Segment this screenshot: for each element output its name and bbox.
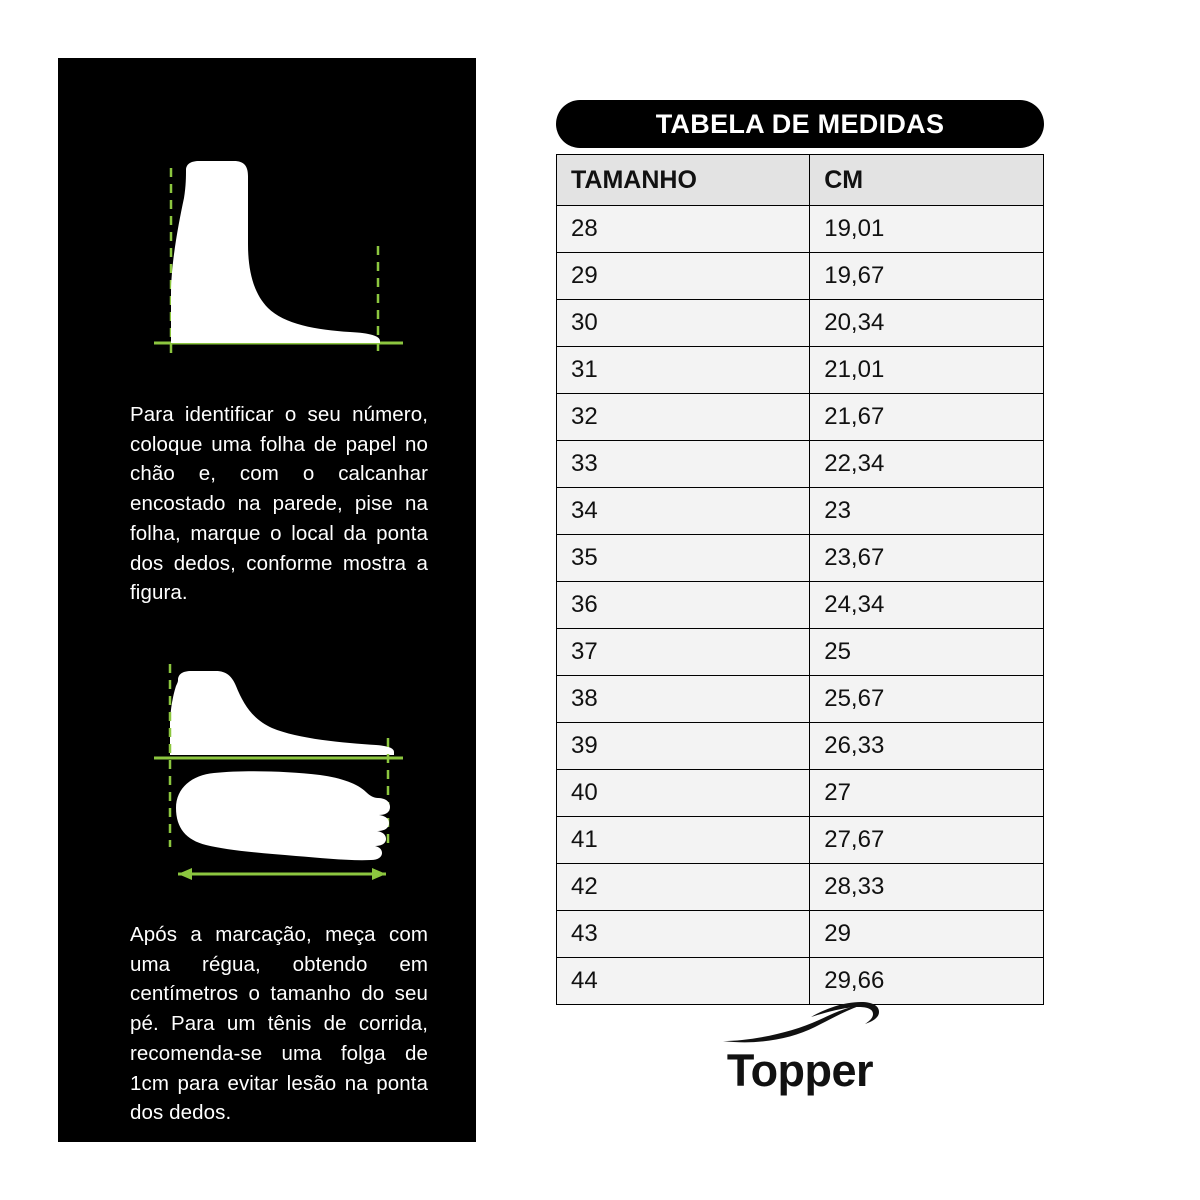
instructions-panel <box>58 58 476 1142</box>
cell-cm: 23,67 <box>810 535 1044 582</box>
table-row <box>557 441 1044 488</box>
cell-size: 44 <box>557 958 810 1005</box>
cell-cm: 29 <box>810 911 1044 958</box>
cell-size: 31 <box>557 347 810 394</box>
foot-measure-icon <box>58 642 476 892</box>
cell-size: 38 <box>557 676 810 723</box>
size-chart <box>556 100 1044 1005</box>
table-row <box>557 770 1044 817</box>
table-header-row <box>557 155 1044 206</box>
table-row <box>557 864 1044 911</box>
instruction-text-2: Após a marcação, meça com uma régua, obtendo em centímetros o tamanho do seu pé. Para um tênis de corrida, recomenda-se uma folga de 1cm para evitar lesão na ponta dos dedos. <box>130 923 428 1125</box>
cell-size: 36 <box>557 582 810 629</box>
cell-size: 33 <box>557 441 810 488</box>
brand-name: Topper <box>726 1045 874 1096</box>
table-row <box>557 911 1044 958</box>
cell-cm: 23 <box>810 488 1044 535</box>
cell-size: 41 <box>557 817 810 864</box>
table-row <box>557 488 1044 535</box>
table-row <box>557 206 1044 253</box>
cell-size: 34 <box>557 488 810 535</box>
table-row <box>557 676 1044 723</box>
table-row <box>557 347 1044 394</box>
cell-size: 30 <box>557 300 810 347</box>
table-row <box>557 535 1044 582</box>
cell-size: 39 <box>557 723 810 770</box>
instruction-text-1: Para identificar o seu número, coloque uma folha de papel no chão e, com o calcanhar encostado na parede, pise na folha, marque o local da ponta dos dedos, conforme mostra a figura. <box>130 403 428 605</box>
foot-top-view-illustration <box>58 642 476 892</box>
table-row <box>557 300 1044 347</box>
cell-cm: 29,66 <box>810 958 1044 1005</box>
cell-cm: 20,34 <box>810 300 1044 347</box>
cell-cm: 22,34 <box>810 441 1044 488</box>
column-header-cm: CM <box>810 155 1044 206</box>
cell-cm: 19,01 <box>810 206 1044 253</box>
cell-size: 35 <box>557 535 810 582</box>
cell-size: 43 <box>557 911 810 958</box>
table-row <box>557 629 1044 676</box>
cell-cm: 25,67 <box>810 676 1044 723</box>
table-row <box>557 394 1044 441</box>
cell-size: 32 <box>557 394 810 441</box>
topper-swoosh-logo-icon <box>715 1000 885 1046</box>
foot-side-view-icon <box>58 58 476 378</box>
table-row <box>557 723 1044 770</box>
cell-cm: 27 <box>810 770 1044 817</box>
cell-cm: 28,33 <box>810 864 1044 911</box>
size-table <box>556 154 1044 1005</box>
foot-side-view-illustration <box>58 58 476 378</box>
table-row <box>557 582 1044 629</box>
cell-cm: 24,34 <box>810 582 1044 629</box>
cell-size: 37 <box>557 629 810 676</box>
cell-cm: 21,67 <box>810 394 1044 441</box>
cell-size: 28 <box>557 206 810 253</box>
table-row <box>557 817 1044 864</box>
table-row <box>557 253 1044 300</box>
cell-cm: 27,67 <box>810 817 1044 864</box>
brand-logo <box>556 1000 1044 1096</box>
cell-size: 40 <box>557 770 810 817</box>
cell-cm: 25 <box>810 629 1044 676</box>
table-row <box>557 958 1044 1005</box>
cell-size: 42 <box>557 864 810 911</box>
cell-cm: 21,01 <box>810 347 1044 394</box>
cell-cm: 26,33 <box>810 723 1044 770</box>
cell-cm: 19,67 <box>810 253 1044 300</box>
size-chart-title: TABELA DE MEDIDAS <box>556 100 1044 148</box>
column-header-size: TAMANHO <box>557 155 810 206</box>
cell-size: 29 <box>557 253 810 300</box>
